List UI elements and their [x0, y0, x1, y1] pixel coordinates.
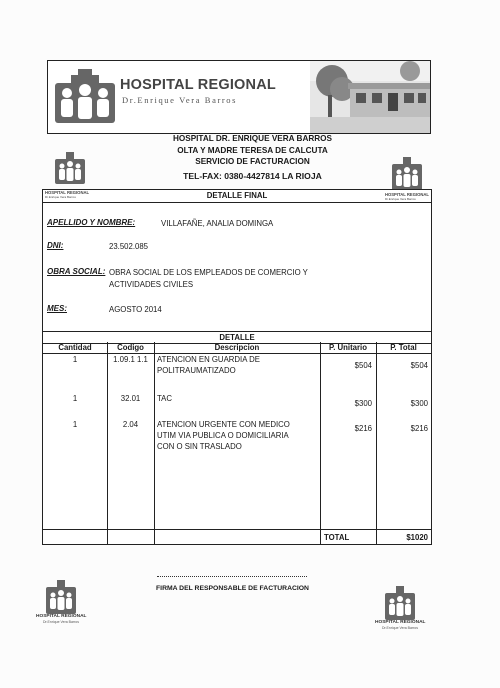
hospital-logo [54, 67, 116, 127]
row2-cantidad: 1 [72, 394, 78, 403]
family-icon [392, 157, 422, 191]
bottom-logo-left [36, 580, 86, 624]
logo-caption: HOSPITAL REGIONAL [384, 192, 429, 197]
invoice-form [42, 189, 432, 545]
logo-caption: HOSPITAL REGIONAL [36, 614, 87, 619]
title-logo-left [45, 190, 89, 200]
form-title: DETALLE FINAL [43, 190, 431, 203]
apellido-label: APELLIDO Y NOMBRE: [47, 218, 136, 227]
row3-unitario: $216 [354, 424, 372, 433]
logo-subcaption: Dr.Enrique Vera Barros [45, 195, 76, 199]
logo-caption: HOSPITAL REGIONAL [375, 620, 426, 625]
row3-codigo: 2.04 [122, 420, 139, 429]
row3-desc-line2: UTIM VIA PUBLICA O DOMICILIARIA [157, 431, 289, 440]
logo-caption: HOSPITAL REGIONAL [45, 190, 90, 195]
row3-desc-line3: CON O SIN TRASLADO [157, 442, 242, 451]
col-descripcion: Descripcion [214, 343, 260, 352]
row3-cantidad: 1 [72, 420, 78, 429]
family-icon [55, 152, 85, 184]
obra-social-label: OBRA SOCIAL: [47, 267, 106, 276]
mes-label: MES: [47, 304, 67, 313]
total-value: $1020 [406, 533, 428, 542]
row3-total: $216 [410, 424, 428, 433]
bottom-logo-right [375, 586, 425, 630]
row1-unitario: $504 [354, 361, 372, 370]
side-logo-right [382, 157, 432, 191]
col-cantidad: Cantidad [58, 343, 92, 352]
dni-label: DNI: [47, 241, 64, 250]
row1-desc-line2: POLITRAUMATIZADO [157, 366, 236, 375]
family-icon [46, 580, 76, 614]
address-line: OLTA Y MADRE TERESA DE CALCUTA [177, 145, 328, 155]
hospital-name: HOSPITAL REGIONAL [120, 77, 276, 93]
family-icon [54, 67, 116, 127]
side-logo-left [45, 152, 95, 184]
hospital-building-photo [310, 61, 430, 133]
row1-cantidad: 1 [72, 355, 78, 364]
logo-subcaption: Dr.Enrique Vera Barros [382, 626, 418, 630]
signature-line [157, 576, 307, 577]
header-banner [47, 60, 431, 134]
row2-desc-line1: TAC [157, 394, 173, 403]
obra-social-value-line1: OBRA SOCIAL DE LOS EMPLEADOS DE COMERCIO Y [109, 268, 308, 277]
logo-subcaption: Dr.Enrique Vera Barros [43, 620, 79, 624]
signature-label: FIRMA DEL RESPONSABLE DE FACTURACION [156, 585, 309, 592]
row2-codigo: 32.01 [120, 394, 141, 403]
apellido-value: VILLAFAÑE, ANALIA DOMINGA [161, 219, 274, 228]
row1-codigo: 1.09.1 1.1 [113, 355, 148, 364]
col-codigo: Codigo [117, 343, 144, 352]
hospital-address-block [110, 133, 395, 182]
logo-subcaption: Dr.Enrique Vera Barros [384, 197, 416, 201]
address-line: HOSPITAL DR. ENRIQUE VERA BARROS [172, 134, 333, 143]
row2-total: $300 [410, 399, 428, 408]
total-label: TOTAL [324, 533, 350, 542]
address-line: SERVICIO DE FACTURACION [195, 157, 310, 166]
row1-desc-line1: ATENCION EN GUARDIA DE [157, 355, 260, 364]
dni-value: 23.502.085 [109, 242, 149, 251]
family-icon [385, 586, 415, 620]
obra-social-value-line2: ACTIVIDADES CIVILES [109, 280, 194, 289]
col-p-total: P. Total [390, 343, 417, 352]
hospital-subtitle: Dr.Enrique Vera Barros [122, 95, 238, 105]
row2-unitario: $300 [354, 399, 372, 408]
col-p-unitario: P. Unitario [329, 343, 367, 352]
mes-value: AGOSTO 2014 [109, 305, 162, 314]
detalle-title: DETALLE [43, 331, 431, 344]
title-logo-right [385, 192, 429, 202]
row1-total: $504 [410, 361, 428, 370]
tel-fax-line: TEL-FAX: 0380-4427814 LA RIOJA [183, 170, 322, 181]
row3-desc-line1: ATENCION URGENTE CON MEDICO [157, 420, 290, 429]
